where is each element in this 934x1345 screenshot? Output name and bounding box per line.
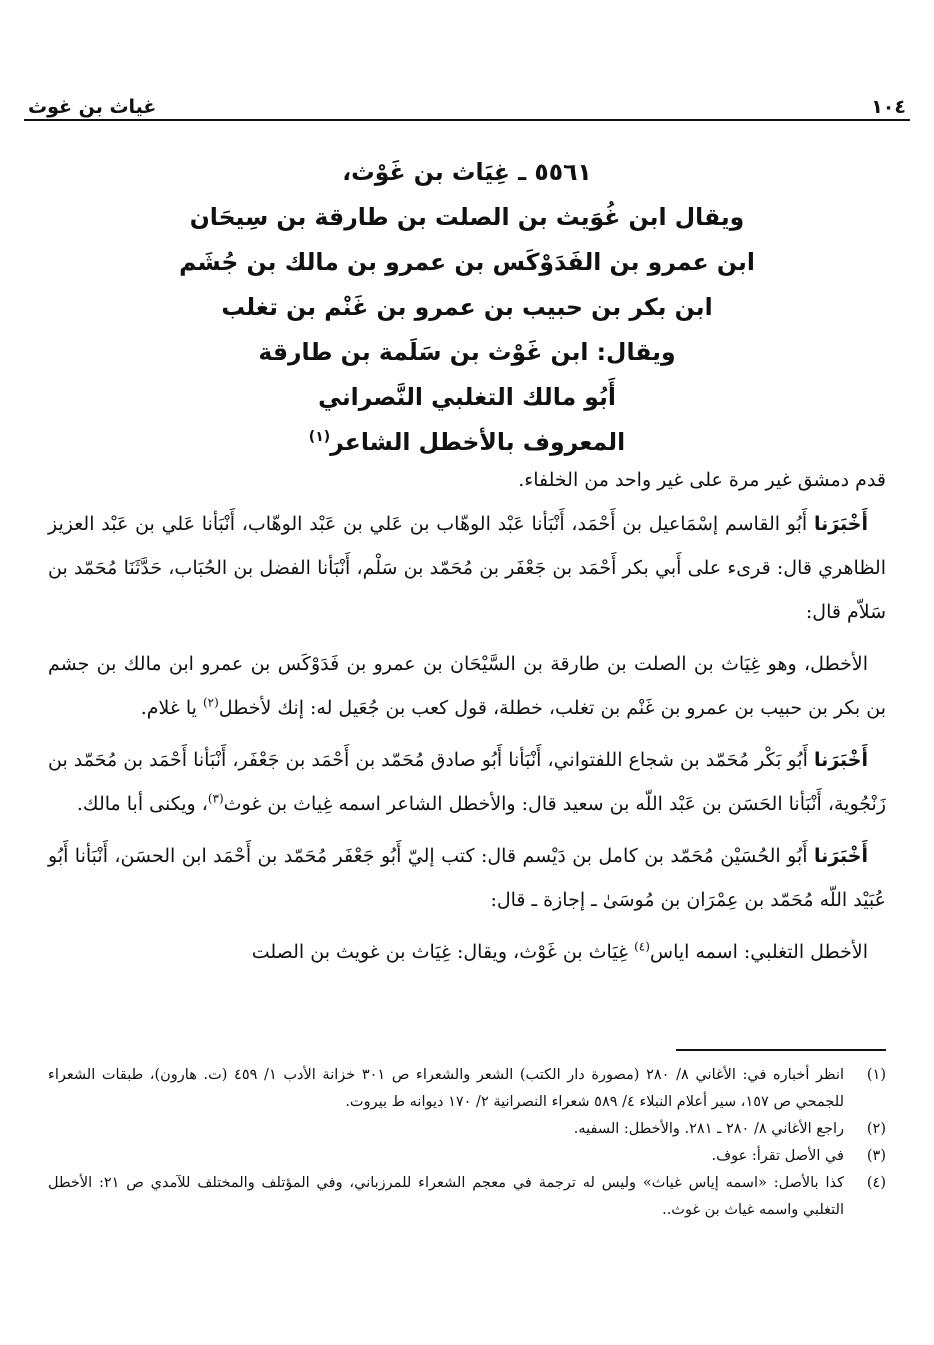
footnote-ref: (٢)	[202, 695, 219, 710]
footnote-rule	[676, 1049, 886, 1051]
footnote-ref: (١)	[308, 429, 331, 446]
footnote-number: (١)	[866, 1067, 886, 1083]
title-line: ابن عمرو بن الفَدَوْكَس بن عمرو بن مالك بن جُشَم	[179, 248, 755, 276]
paragraph-text: أَبُو الحُسَيْن مُحَمّد بن كامل بن دَيْسم قال: كتب إليّ أَبُو جَعْفَر مُحَمّد بن أَحْمَد ابن الحسَن، أَنْبَأنا أَبُو عُبَيْد اللّه مُحَمّد بن عِمْرَان بن مُوسَىٰ ـ إجازة ـ قال:	[48, 845, 886, 911]
running-title: غياث بن غوث	[28, 96, 157, 118]
paragraph	[48, 930, 886, 974]
footnote-text: في الأصل تقرأ: عوف.	[711, 1148, 844, 1164]
title-line: ويقال: ابن غَوْث بن سَلَمة بن طارقة	[258, 338, 676, 366]
entry-title	[80, 150, 854, 465]
isnad-lead: أَخْبَرَنا	[813, 749, 868, 771]
main-text	[48, 458, 886, 982]
paragraph	[48, 642, 886, 730]
footnote-number: (٢)	[866, 1121, 886, 1137]
footnote-number: (٤)	[866, 1175, 886, 1191]
paragraph-text: الأخطل التغلبي: اسمه اياس	[649, 941, 868, 963]
paragraph-text: غِيَاث بن غَوْث، ويقال: غِيَاث بن غويث بن الصلت	[251, 941, 635, 963]
paragraph-text: الأخطل، وهو غِيَاث بن الصلت بن طارقة بن السَّيْحَان بن عمرو بن فَدَوْكَس بن عمرو ابن مالك بن جشم بن بكر بن حبيب بن عمرو بن غَنْم بن تغلب، خطلة، قول كعب بن جُعَيل له: إنك لأخطل	[48, 653, 886, 719]
running-header	[28, 84, 906, 118]
title-line: ابن بكر بن حبيب بن عمرو بن غَنْم بن تغلب	[221, 293, 713, 321]
title-line: ٥٥٦١ ـ غِيَاث بن غَوْث،	[342, 158, 592, 186]
title-line: أَبُو مالك التغلبي النَّصراني	[318, 383, 616, 411]
title-text: المعروف بالأخطل الشاعر	[330, 428, 626, 456]
isnad-lead: أَخْبَرَنا	[813, 513, 869, 535]
footnote-text: كذا بالأصل: «اسمه إياس غياث» وليس له ترجمة في معجم الشعراء للمرزباني، وفي المؤتلف والمختلف للآمدي ص ٢١: الأخطل التغلبي واسمه غياث بن غوث..	[48, 1175, 844, 1218]
footnote	[48, 1143, 886, 1170]
paragraph-text: أَبُو بَكْر مُحَمّد بن شجاع اللفتواني، أَنْبَأنا أَبُو صادق مُحَمّد بن أَحْمَد بن جَعْفَر، أَنْبَأنا أَحْمَد بن مُحَمّد بن زَنْجُوية، أَنْبَأنا الحَسَن بن عَبْد اللّه بن سعيد قال: والأخطل الشاعر اسمه غِياث بن غوث	[48, 749, 886, 815]
paragraph	[48, 834, 886, 922]
paragraph-text: ، ويكنى أبا مالك.	[76, 793, 208, 815]
footnote-text: انظر أخباره في: الأغاني ٨/ ٢٨٠ (مصورة دار الكتب) الشعر والشعراء ص ٣٠١ خزانة الأدب ١/ ٤٥٩ (ت. هارون)، طبقات الشعراء للجمحي ص ١٥٧، سير أعلام النبلاء ٤/ ٥٨٩ شعراء النصرانية ٢/ ١٧٠ ديوانه ط بيروت.	[48, 1067, 845, 1110]
title-line: ويقال ابن غُوَيث بن الصلت بن طارقة بن سِيحَان	[189, 203, 745, 231]
paragraph	[48, 738, 886, 826]
footnote	[48, 1170, 886, 1224]
footnote	[48, 1116, 886, 1143]
paragraph-text: أَبُو القاسم إسْمَاعيل بن أَحْمَد، أَنْبَأنا عَبْد الوهّاب بن عَلي بن عَبْد الوهّاب، أَنْبَأنا عَلي بن عَبْد العزيز الظاهري قال: قرىء على أَبي بكر أَحْمَد بن جَعْفَر بن مُحَمّد بن سَلْم، أَنْبَأنا الفضل بن الحُبَاب، حَدَّثَنَا مُحَمّد بن سَلاّم قال:	[48, 513, 886, 623]
footnote-ref: (٤)	[634, 939, 650, 954]
paragraph: قدم دمشق غير مرة على غير واحد من الخلفاء.	[518, 469, 886, 491]
header-rule	[24, 119, 910, 121]
page-number: ١٠٤	[871, 96, 906, 118]
paragraph	[48, 502, 886, 634]
footnote	[48, 1062, 886, 1116]
footnotes	[48, 1062, 886, 1224]
paragraph-text: يا غلام.	[140, 697, 203, 719]
isnad-lead: أَخْبَرَنا	[813, 845, 868, 867]
footnote-text: راجع الأغاني ٨/ ٢٨٠ ـ ٢٨١. والأخطل: السفيه.	[573, 1121, 844, 1137]
footnote-ref: (٣)	[207, 791, 224, 806]
footnote-number: (٣)	[866, 1148, 886, 1164]
